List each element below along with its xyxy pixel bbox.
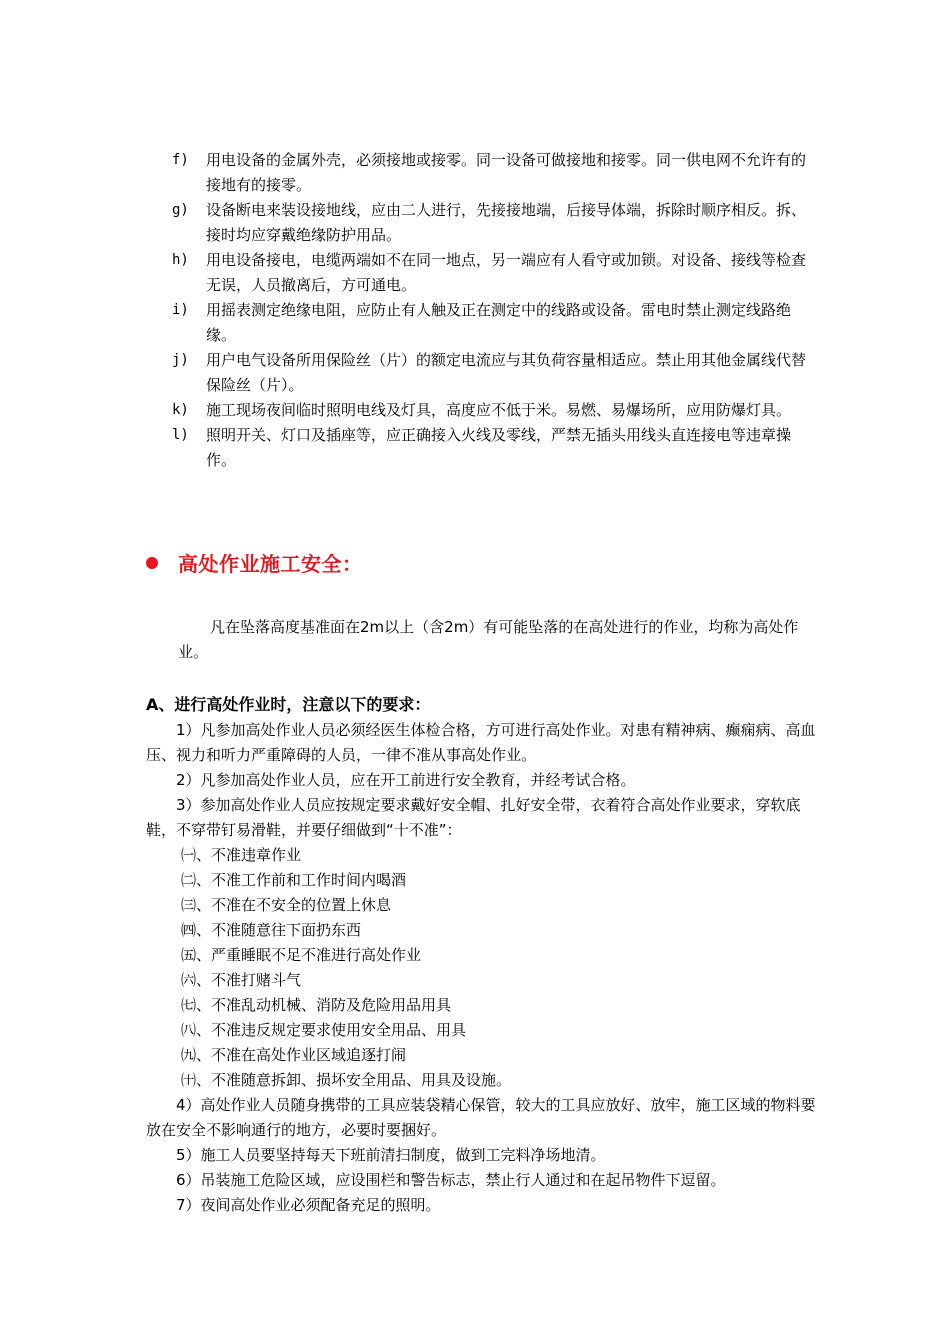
list-item [172,398,812,423]
rule-item: ㈥、不准打赌斗气 [181,971,302,989]
section-heading [146,548,363,577]
requirement-paragraph: 3）参加高处作业人员应按规定要求戴好安全帽、扎好安全带，衣着符合高处作业要求，穿软底鞋，不穿带钉易滑鞋，并要仔细做到“十不准”： [146,796,801,839]
item-text: 照明开关、灯口及插座等，应正确接入火线及零线，严禁无插头用线头直连接电等违章操作。 [206,426,792,469]
item-marker: g) [172,202,189,218]
list-item [172,348,812,398]
list-item [172,423,812,473]
item-marker: k) [172,402,189,418]
item-text: 用户电气设备所用保险丝（片）的额定电流应与其负荷容量相适应。禁止用其他金属线代替保险丝（片）。 [206,351,807,394]
list-item [172,198,812,248]
rule-item: ㈢、不准在不安全的位置上休息 [181,896,392,914]
rule-item: ㈦、不准乱动机械、消防及危险用品用具 [181,996,452,1014]
ten-rules-list [181,843,818,1093]
item-text: 用电设备的金属外壳，必须接地或接零。同一设备可做接地和接零。同一供电网不允许有的接地有的接零。 [206,151,807,194]
rule-item: ㈧、不准违反规定要求使用安全用品、用具 [181,1021,467,1039]
item-marker: h) [172,252,189,268]
requirements-block [146,718,818,1218]
electrical-safety-list [172,148,812,473]
list-item [172,148,812,198]
requirements-subheading: A、进行高处作业时，注意以下的要求： [146,695,431,714]
requirement-paragraph: 6）吊装施工危险区域，应设围栏和警告标志，禁止行人通过和在起吊物件下逗留。 [176,1171,726,1189]
item-marker: j) [172,352,189,368]
item-text: 施工现场夜间临时照明电线及灯具，高度应不低于米。易燃、易爆场所，应用防爆灯具。 [206,401,792,419]
item-marker: l) [172,427,189,443]
rule-item: ㈤、严重睡眠不足不准进行高处作业 [181,946,422,964]
rule-item: ㈡、不准工作前和工作时间内喝酒 [181,871,407,889]
intro-paragraph: 凡在坠落高度基准面在2m以上（含2m）有可能坠落的在高处进行的作业，均称为高处作业。 [178,618,799,661]
rule-item: ㈩、不准随意拆卸、损坏安全用品、用具及设施。 [181,1071,512,1089]
requirement-paragraph: 7）夜间高处作业必须配备充足的照明。 [176,1196,441,1214]
rule-item: ㈣、不准随意往下面扔东西 [181,921,362,939]
item-text: 用电设备接电，电缆两端如不在同一地点，另一端应有人看守或加锁。对设备、接线等检查无误，人员撤离后，方可通电。 [206,251,807,294]
item-marker: i) [172,302,189,318]
rule-item: ㈠、不准违章作业 [181,846,302,864]
item-marker: f) [172,152,189,168]
requirement-paragraph: 2）凡参加高处作业人员，应在开工前进行安全教育，并经考试合格。 [176,771,636,789]
requirement-paragraph: 1）凡参加高处作业人员必须经医生体检合格，方可进行高处作业。对患有精神病、癫痫病、高血压、视力和听力严重障碍的人员，一律不准从事高处作业。 [146,721,816,764]
section-title: 高处作业施工安全： [178,552,363,576]
rule-item: ㈨、不准在高处作业区域追逐打闹 [181,1046,407,1064]
requirement-paragraph: 4）高处作业人员随身携带的工具应装袋精心保管，较大的工具应放好、放牢，施工区域的物料要放在安全不影响通行的地方，必要时要捆好。 [146,1096,816,1139]
requirement-paragraph: 5）施工人员要坚持每天下班前清扫制度，做到工完料净场地清。 [176,1146,606,1164]
item-text: 设备断电来装设接地线，应由二人进行，先接接地端，后接导体端，拆除时顺序相反。拆、接时均应穿戴绝缘防护用品。 [206,201,807,244]
item-text: 用摇表测定绝缘电阻，应防止有人触及正在测定中的线路或设备。雷电时禁止测定线路绝缘。 [206,301,792,344]
bullet-icon [146,557,158,569]
list-item [172,248,812,298]
list-item [172,298,812,348]
